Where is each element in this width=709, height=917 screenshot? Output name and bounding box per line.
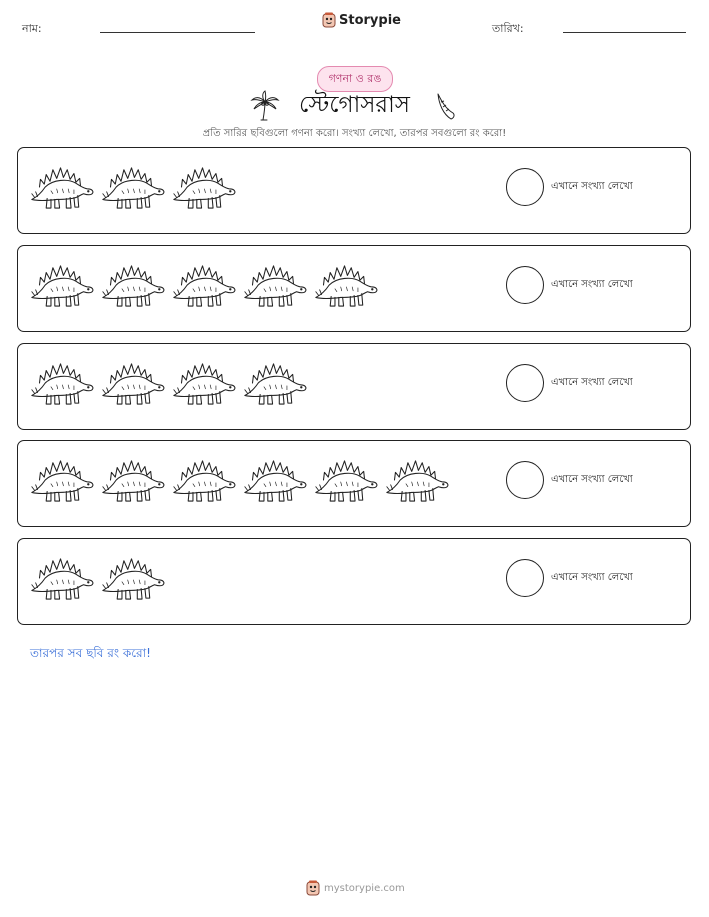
stegosaurus-icon[interactable] <box>170 454 237 506</box>
answer-label: এখানে সংখ্যা লেখো <box>551 572 633 583</box>
instructions: প্রতি সারির ছবিগুলো গণনা করো। সংখ্যা লেখো, তারপর সবগুলো রং করো! <box>202 128 507 139</box>
stegosaurus-icon[interactable] <box>28 357 95 409</box>
brand-name: Storypie <box>339 12 401 28</box>
stegosaurus-icon[interactable] <box>28 552 95 604</box>
answer-label: এখানে সংখ্যা লেখো <box>551 377 633 388</box>
stegosaurus-icon[interactable] <box>170 161 237 213</box>
stegosaurus-icon[interactable] <box>28 259 95 311</box>
site-url: mystorypie.com <box>324 882 405 894</box>
category-badge: গণনা ও রঙ <box>317 66 393 92</box>
counting-row <box>17 147 691 234</box>
dinosaur-group <box>28 454 450 506</box>
answer-label: এখানে সংখ্যা লেখো <box>551 181 633 192</box>
answer-circle[interactable] <box>506 266 544 304</box>
stegosaurus-icon[interactable] <box>170 259 237 311</box>
counting-row <box>17 538 691 625</box>
answer-circle[interactable] <box>506 364 544 402</box>
stegosaurus-icon[interactable] <box>99 454 166 506</box>
answer-circle[interactable] <box>506 461 544 499</box>
brand <box>322 12 401 28</box>
stegosaurus-icon[interactable] <box>241 259 308 311</box>
site-footer <box>306 880 405 896</box>
stegosaurus-icon[interactable] <box>312 259 379 311</box>
stegosaurus-icon[interactable] <box>99 259 166 311</box>
answer-circle[interactable] <box>506 168 544 206</box>
date-line[interactable] <box>563 32 686 33</box>
name-line[interactable] <box>100 32 255 33</box>
storypie-logo-icon <box>306 880 320 896</box>
date-label: তারিখ: <box>492 22 524 35</box>
stegosaurus-icon[interactable] <box>241 454 308 506</box>
dinosaur-group <box>28 161 237 213</box>
stegosaurus-icon[interactable] <box>28 161 95 213</box>
horn-icon <box>434 92 456 122</box>
stegosaurus-icon[interactable] <box>383 454 450 506</box>
counting-row <box>17 343 691 430</box>
answer-label: এখানে সংখ্যা লেখো <box>551 279 633 290</box>
stegosaurus-icon[interactable] <box>170 357 237 409</box>
answer-circle[interactable] <box>506 559 544 597</box>
dinosaur-group <box>28 357 308 409</box>
storypie-logo-icon <box>322 12 336 28</box>
stegosaurus-icon[interactable] <box>99 161 166 213</box>
stegosaurus-icon[interactable] <box>99 357 166 409</box>
counting-row <box>17 440 691 527</box>
stegosaurus-icon[interactable] <box>99 552 166 604</box>
color-all-note: তারপর সব ছবি রং করো! <box>30 646 151 660</box>
stegosaurus-icon[interactable] <box>241 357 308 409</box>
worksheet-title: স্টেগোসরাস <box>299 92 410 118</box>
counting-row <box>17 245 691 332</box>
dinosaur-group <box>28 552 166 604</box>
stegosaurus-icon[interactable] <box>312 454 379 506</box>
name-label: নাম: <box>22 22 42 35</box>
stegosaurus-icon[interactable] <box>28 454 95 506</box>
dinosaur-group <box>28 259 379 311</box>
answer-label: এখানে সংখ্যা লেখো <box>551 474 633 485</box>
